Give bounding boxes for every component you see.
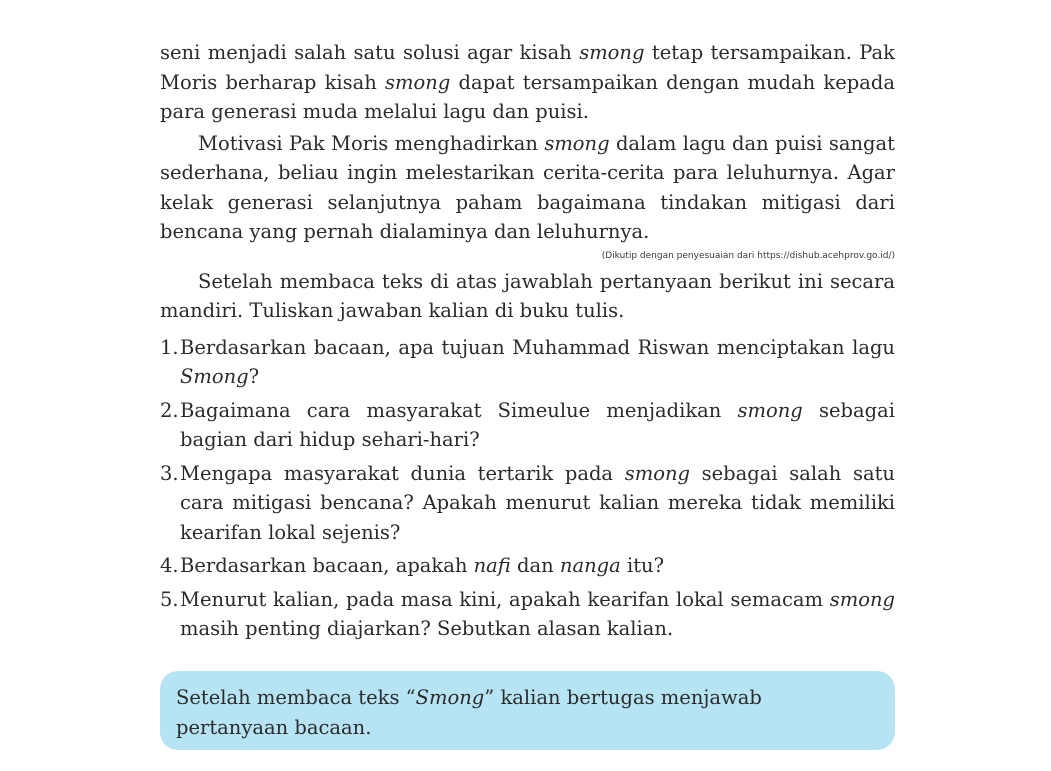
question-item-3 <box>160 459 895 548</box>
callout-text-part: ” kalian bertugas menjawab pertanyaan bacaan. <box>176 686 762 739</box>
question-item-1 <box>160 333 895 392</box>
question-italic-term: smong <box>624 461 690 485</box>
question-text-part: itu? <box>620 554 665 577</box>
instruction-paragraph: Setelah membaca teks di atas jawablah pertanyaan berikut ini secara mandiri. Tuliskan jawaban kalian di buku tulis. <box>160 269 895 322</box>
question-number: 2. <box>160 398 179 422</box>
question-list <box>160 333 895 644</box>
question-italic-term: smong <box>737 398 803 422</box>
callout-text <box>176 683 879 742</box>
question-text-part: Berdasarkan bacaan, apa tujuan Muhammad Riswan menciptakan lagu <box>180 335 895 359</box>
question-text-part: ? <box>248 365 260 388</box>
paragraph-1 <box>160 38 895 127</box>
paragraph-2-text: dalam lagu dan puisi sangat sederhana, beliau ingin melestarikan cerita-cerita para leluhurnya. Agar kelak generasi selanjutnya paham bagaimana tindakan mitigasi dari bencana yang pernah dialaminya dan leluhurnya. <box>160 131 896 243</box>
question-italic-term: nanga <box>559 554 621 577</box>
question-number: 5. <box>160 587 179 611</box>
paragraph-2-text: Motivasi Pak Moris menghadirkan <box>198 131 545 155</box>
question-text <box>180 333 895 392</box>
paragraph-1-text: tetap tersampaikan. Pak Moris berharap kisah <box>160 41 895 94</box>
paragraph-2-italic-smong: smong <box>544 131 610 155</box>
question-text <box>180 585 895 644</box>
question-text <box>180 551 895 581</box>
question-item-5 <box>160 585 895 644</box>
question-text-part: Mengapa masyarakat dunia tertarik pada <box>180 461 625 485</box>
paragraph-1-text: seni menjadi salah satu solusi agar kisah <box>160 41 580 64</box>
question-text <box>180 396 895 455</box>
question-italic-term: Smong <box>180 365 249 388</box>
question-item-4 <box>160 551 895 581</box>
text-page <box>160 0 895 648</box>
paragraph-1-italic-smong: smong <box>579 41 645 64</box>
question-number: 1. <box>160 335 179 359</box>
callout-italic-term: Smong <box>415 686 485 709</box>
question-text-part: sebagai salah satu cara mitigasi bencana? Apakah menurut kalian mereka tidak memiliki kearifan lokal sejenis? <box>180 461 895 544</box>
callout-text-part: Setelah membaca teks “ <box>176 686 416 709</box>
question-text-part: Menurut kalian, pada masa kini, apakah kearifan lokal semacam <box>180 587 830 611</box>
question-number: 4. <box>160 554 179 577</box>
question-item-2 <box>160 396 895 455</box>
question-text <box>180 459 895 548</box>
question-text-part: Bagaimana cara masyarakat Simeulue menjadikan <box>180 398 738 422</box>
task-callout-box <box>160 671 895 750</box>
question-number: 3. <box>160 461 179 485</box>
paragraph-2 <box>160 129 895 247</box>
question-italic-term: smong <box>829 587 895 611</box>
question-text-part: masih penting diajarkan? Sebutkan alasan kalian. <box>180 617 674 640</box>
question-text-part: sebagai bagian dari hidup sehari-hari? <box>180 398 895 451</box>
question-text-part: Berdasarkan bacaan, apakah <box>180 554 474 577</box>
source-citation: (Dikutip dengan penyesuaian dari https://dishub.acehprov.go.id/) <box>601 250 895 261</box>
question-text-part: dan <box>510 554 560 577</box>
question-italic-term: nafi <box>473 554 511 577</box>
paragraph-1-text: dapat tersampaikan dengan mudah kepada para generasi muda melalui lagu dan puisi. <box>160 70 895 123</box>
paragraph-1-italic-smong: smong <box>385 70 451 94</box>
